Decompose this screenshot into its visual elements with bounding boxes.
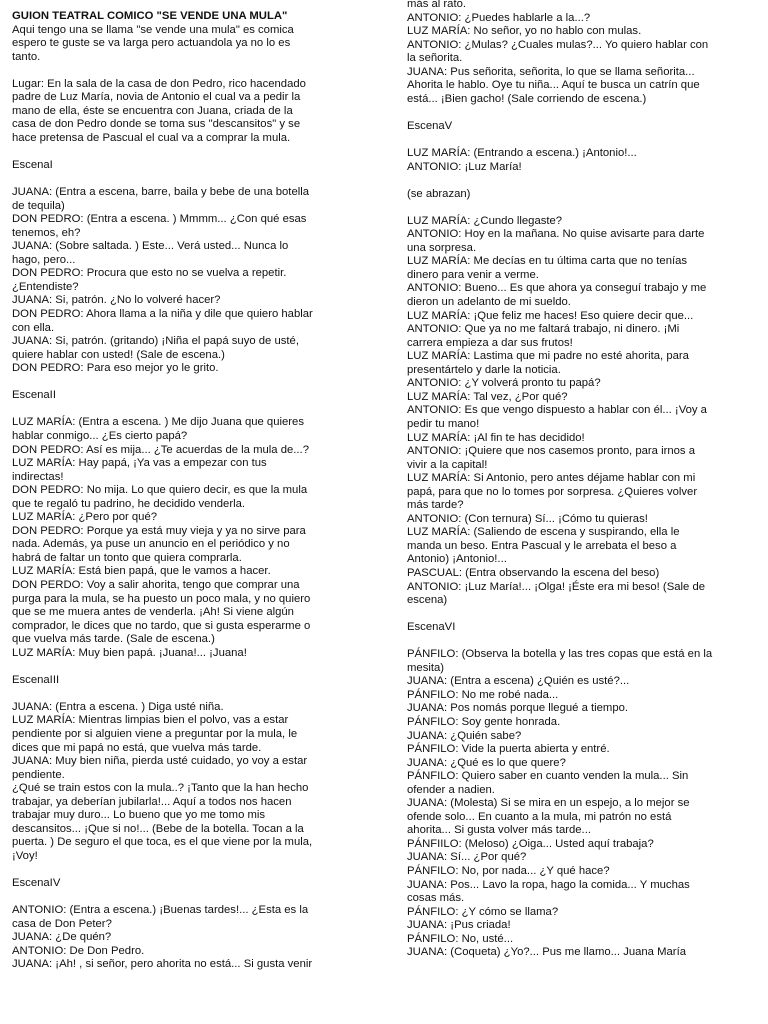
- text-line: [12, 687, 374, 701]
- text-line: hago, pero...: [12, 253, 76, 266]
- text-line: ANTONIO: Bueno... Es que ahora ya conseguí trabajo y me: [407, 282, 707, 295]
- text-line: JUANA: ¡Ah! , si señor, pero ahorita no está... Si gusta venir: [12, 958, 313, 971]
- text-line: JUANA: Muy bien niña, pierda usté cuidado, yo voy a estar: [12, 755, 308, 768]
- text-line: LUZ MARÍA: Está bien papá, que le vamos a hacer.: [12, 565, 271, 578]
- text-line: [12, 891, 374, 905]
- text-line: Aqui tengo una se llama "se vende una mula" es comica: [12, 23, 294, 36]
- text-line: PÁNFILO: ¿Y cómo se llama?: [407, 905, 559, 918]
- text-line: JUANA: (Sobre saltada. ) Este... Verá usted... Nunca lo: [12, 240, 289, 253]
- text-line: que te regaló tu padrino, he decidido venderla.: [12, 497, 246, 510]
- text-line: que vuelva más tarde. (Sale de escena.): [12, 633, 215, 646]
- text-line: más tarde?: [407, 499, 464, 512]
- text-line: DON PEDRO: Ahora llama a la niña y dile que quiero hablar: [12, 308, 313, 321]
- text-line: LUZ MARÍA: Muy bien papá. ¡Juana!... ¡Juana!: [12, 646, 247, 659]
- text-line: casa de don Pedro donde se toma sus "descansitos" y se: [12, 118, 301, 131]
- text-line: ANTONIO: Que ya no me faltará trabajo, ni dinero. ¡Mi: [407, 323, 680, 336]
- text-line: JUANA: Pus señorita, señorita, lo que se llama señorita...: [407, 65, 695, 78]
- text-line: espero te guste se va larga pero actuandola ya no lo es: [12, 37, 291, 50]
- text-line: LUZ MARÍA: (Entra a escena. ) Me dijo Juana que quieres: [12, 416, 304, 429]
- text-line: tenemos, eh?: [12, 226, 81, 239]
- text-line: LUZ MARÍA: ¡Al fin te has decidido!: [407, 431, 585, 444]
- text-line: DON PEDRO: No mija. Lo que quiero decir, es que la mula: [12, 484, 308, 497]
- text-line: [12, 403, 374, 417]
- text-line: purga para la mula, se ha puesto un poco mala, y no quiero: [12, 592, 311, 605]
- text-line: DON PEDRO: Así es mija... ¿Te acuerdas de la mula de...?: [12, 443, 309, 456]
- text-line: [407, 174, 759, 188]
- text-line: (se abrazan): [407, 187, 471, 200]
- text-line: ANTONIO: (Con ternura) Sí... ¡Cómo tu quieras!: [407, 512, 648, 525]
- text-line: EscenaIII: [12, 673, 60, 686]
- text-line: PÁNFILO: Soy gente honrada.: [407, 715, 561, 728]
- text-line: EscenaV: [407, 119, 453, 132]
- text-line: ANTONIO: De Don Pedro.: [12, 944, 145, 957]
- text-line: LUZ MARÍA: ¡Que feliz me haces! Eso quiere decir que...: [407, 309, 694, 322]
- text-line: [407, 106, 759, 120]
- text-line: puerta. ) De seguro el que toca, es el que viene por la mula,: [12, 836, 313, 849]
- text-line: ANTONIO: (Entra a escena.) ¡Buenas tardes!... ¿Esta es la: [12, 904, 309, 917]
- text-line: papá, para que no lo tomes por sorpresa. ¿Quieres volver: [407, 485, 698, 498]
- text-line: vivir a la capital!: [407, 458, 488, 471]
- text-line: ANTONIO: ¿Y volverá pronto tu papá?: [407, 377, 601, 390]
- text-line: [12, 376, 374, 390]
- text-line: dices que mi papá no está, que vuelva más tarde.: [12, 741, 262, 754]
- text-line: EscenaVI: [407, 621, 456, 634]
- text-line: comprador, le dices que no tardo, que si gusta esperarme o: [12, 619, 311, 632]
- text-line: habrá de faltar un tonto que quiera comprarla.: [12, 551, 242, 564]
- text-line: pendiente.: [12, 768, 65, 781]
- text-line: ANTONIO: ¿Mulas? ¿Cuales mulas?... Yo quiero hablar con: [407, 38, 709, 51]
- text-line: [407, 608, 759, 622]
- text-line: nada. Además, ya puse un anuncio en el periódico y no: [12, 538, 290, 551]
- text-line: [407, 133, 759, 147]
- text-line: LUZ MARÍA: (Saliendo de escena y suspirando, ella le: [407, 526, 680, 539]
- text-line: JUANA: ¡Pus criada!: [407, 919, 511, 932]
- text-line: escena): [407, 594, 448, 607]
- text-line: JUANA: ¿De quén?: [12, 931, 112, 944]
- text-line: Antonio) ¡Antonio!...: [407, 553, 507, 566]
- text-line: DON PERDO: Voy a salir ahorita, tengo que comprar una: [12, 578, 300, 591]
- text-line: cosas más.: [407, 892, 465, 905]
- text-line: PÁNFILO: No, por nada... ¿Y qué hace?: [407, 865, 610, 877]
- text-line: EscenaI: [12, 159, 53, 172]
- text-line: LUZ MARÍA: Hay papá, ¡Ya vas a empezar con tus: [12, 457, 267, 470]
- text-line: PÁNFILO: No me robé nada...: [407, 688, 559, 701]
- text-line: PÁNFILO: Quiero saber en cuanto venden la mula... Sin: [407, 770, 689, 783]
- text-line: JUANA: Pos nomás porque llegué a tiempo.: [407, 702, 629, 715]
- text-line: [12, 660, 374, 674]
- text-line: [12, 173, 374, 187]
- text-line: ANTONIO: ¡Luz María!... ¡Olga! ¡Éste era mi beso! (Sale de: [407, 580, 706, 593]
- text-line: mesita): [407, 661, 445, 674]
- text-line: LUZ MARÍA: No señor, yo no hablo con mulas.: [407, 25, 642, 38]
- text-line: pedir tu mano!: [407, 417, 480, 430]
- text-line: carrera empieza a dar sus frutos!: [407, 336, 573, 349]
- text-line: LUZ MARÍA: ¿Pero por qué?: [12, 511, 158, 524]
- text-line: ANTONIO: Es que vengo dispuesto a hablar con él... ¡Voy a: [407, 404, 707, 417]
- text-line: manda un beso. Entra Pascual y le arrebata el beso a: [407, 539, 677, 552]
- document-title: GUION TEATRAL COMICO "SE VENDE UNA MULA": [12, 10, 288, 22]
- text-line: JUANA: ¿Quién sabe?: [407, 729, 522, 742]
- text-line: mano de ella, éste se encuentra con Juana, criada de la: [12, 104, 293, 117]
- text-line: ¿Qué se train estos con la mula..? ¡Tanto que la han hecho: [12, 782, 309, 795]
- text-line: PÁNFILO: Vide la puerta abierta y entré.: [407, 743, 610, 756]
- text-line: LUZ MARÍA: Mientras limpias bien el polvo, vas a estar: [12, 714, 289, 727]
- text-line: JUANA: (Entra a escena. ) Diga usté niña.: [12, 700, 224, 713]
- text-line: [12, 64, 374, 78]
- text-line: la señorita.: [407, 52, 463, 65]
- text-line: [407, 201, 759, 215]
- text-line: quiere hablar con usted! (Sale de escena.): [12, 348, 225, 361]
- text-line: que se me muera antes de venderla. ¡Ah! Si viene algún: [12, 606, 294, 619]
- text-line: dieron un adelanto de mi sueldo.: [407, 296, 571, 309]
- text-line: casa de Don Peter?: [12, 917, 112, 930]
- text-line: [407, 635, 759, 649]
- text-line: LUZ MARÍA: Si Antonio, pero antes déjame hablar con mi: [407, 472, 696, 485]
- text-line: [12, 145, 374, 159]
- text-line: ¡Voy!: [12, 849, 38, 862]
- text-line: pendiente por si alguien viene a preguntar por la mula, le: [12, 727, 298, 740]
- text-line: una sorpresa.: [407, 241, 477, 254]
- text-line: padre de Luz María, novia de Antonio el cual va a pedir la: [12, 91, 301, 104]
- text-line: presentártelo y darle la noticia.: [407, 363, 561, 376]
- text-line: [12, 863, 374, 877]
- text-line: ¿Entendiste?: [12, 280, 79, 293]
- text-line: LUZ MARÍA: (Entrando a escena.) ¡Antonio!...: [407, 147, 637, 160]
- text-line: EscenaIV: [12, 877, 61, 889]
- text-line: DON PEDRO: (Entra a escena. ) Mmmm... ¿Con qué esas: [12, 213, 307, 226]
- text-line: de tequila): [12, 199, 65, 212]
- text-line: con ella.: [12, 321, 55, 334]
- text-line: JUANA: Si, patrón. (gritando) ¡Niña el papá suyo de usté,: [12, 335, 299, 348]
- text-line: JUANA: (Entra a escena) ¿Quién es usté?...: [407, 675, 630, 688]
- text-line: ANTONIO: ¡Luz María!: [407, 160, 522, 173]
- text-line: indirectas!: [12, 470, 64, 483]
- text-line: Ahorita le hablo. Oye tu niña... Aquí te busca un catrín que: [407, 79, 700, 92]
- text-line: trabajar muy duro... Lo bueno que yo me tomo mis: [12, 809, 266, 822]
- text-line: PASCUAL: (Entra observando la escena del beso): [407, 566, 660, 579]
- text-line: LUZ MARÍA: ¿Cundo llegaste?: [407, 214, 563, 227]
- text-line: LUZ MARÍA: Lastima que mi padre no esté ahorita, para: [407, 350, 689, 363]
- text-line: JUANA: ¿Qué es lo que quere?: [407, 756, 566, 769]
- text-line: JUANA: (Coqueta) ¿Yo?... Pus me llamo... Juana María: [407, 946, 686, 959]
- text-line: JUANA: Sí... ¿Por qué?: [407, 851, 527, 864]
- text-line: ofende solo... En cuanto a la mula, mi patrón no está: [407, 810, 672, 823]
- text-line: ANTONIO: Hoy en la mañana. No quise avisarte para darte: [407, 228, 705, 241]
- text-line: DON PEDRO: Para eso mejor yo le grito.: [12, 362, 219, 375]
- text-line: DON PEDRO: Porque ya está muy vieja y ya no sirve para: [12, 524, 306, 537]
- text-line: JUANA: (Molesta) Si se mira en un espejo, a lo mejor se: [407, 797, 690, 810]
- text-line: DON PEDRO: Procura que esto no se vuelva a repetir.: [12, 267, 287, 280]
- text-line: está... ¡Bien gacho! (Sale corriendo de escena.): [407, 92, 647, 105]
- text-line: JUANA: Pos... Lavo la ropa, hago la comida... Y muchas: [407, 878, 690, 891]
- text-line: ofender a nadien.: [407, 783, 495, 796]
- text-line: más al rato.: [407, 0, 467, 10]
- text-line: Lugar: En la sala de la casa de don Pedro, rico hacendado: [12, 77, 306, 90]
- text-line: PÁNFILO: (Observa la botella y las tres copas que está en la: [407, 648, 713, 661]
- text-line: JUANA: Si, patrón. ¿No lo volveré hacer?: [12, 294, 221, 307]
- text-line: tanto.: [12, 50, 41, 63]
- text-line: ANTONIO: ¡Quiere que nos casemos pronto, para irnos a: [407, 445, 695, 458]
- text-line: ahorita... Si gusta volver más tarde...: [407, 824, 591, 837]
- text-line: PÁNFILO: No, usté...: [407, 932, 514, 945]
- text-line: EscenaII: [12, 389, 56, 402]
- text-line: LUZ MARÍA: Tal vez, ¿Por qué?: [407, 390, 568, 403]
- text-line: descansitos... ¡Que si no!... (Bebe de la botella. Tocan a la: [12, 822, 304, 835]
- text-line: ANTONIO: ¿Puedes hablarle a la...?: [407, 11, 591, 24]
- text-line: dinero para venir a verme.: [407, 268, 539, 281]
- text-line: hablar conmigo... ¿Es cierto papá?: [12, 429, 188, 442]
- text-line: hace pretensa de Pascual el cual va a comprar la mula.: [12, 131, 291, 144]
- text-line: trabajar, ya deberían jubilarla!... Aquí a todos nos hacen: [12, 795, 292, 808]
- left-column: [12, 10, 374, 972]
- text-line: PÁNFIILO: (Meloso) ¿Oiga... Usted aquí trabaja?: [407, 837, 654, 850]
- text-line: LUZ MARÍA: Me decías en tu última carta que no tenías: [407, 255, 688, 268]
- right-column: [407, 0, 759, 960]
- text-line: JUANA: (Entra a escena, barre, baila y bebe de una botella: [12, 186, 310, 199]
